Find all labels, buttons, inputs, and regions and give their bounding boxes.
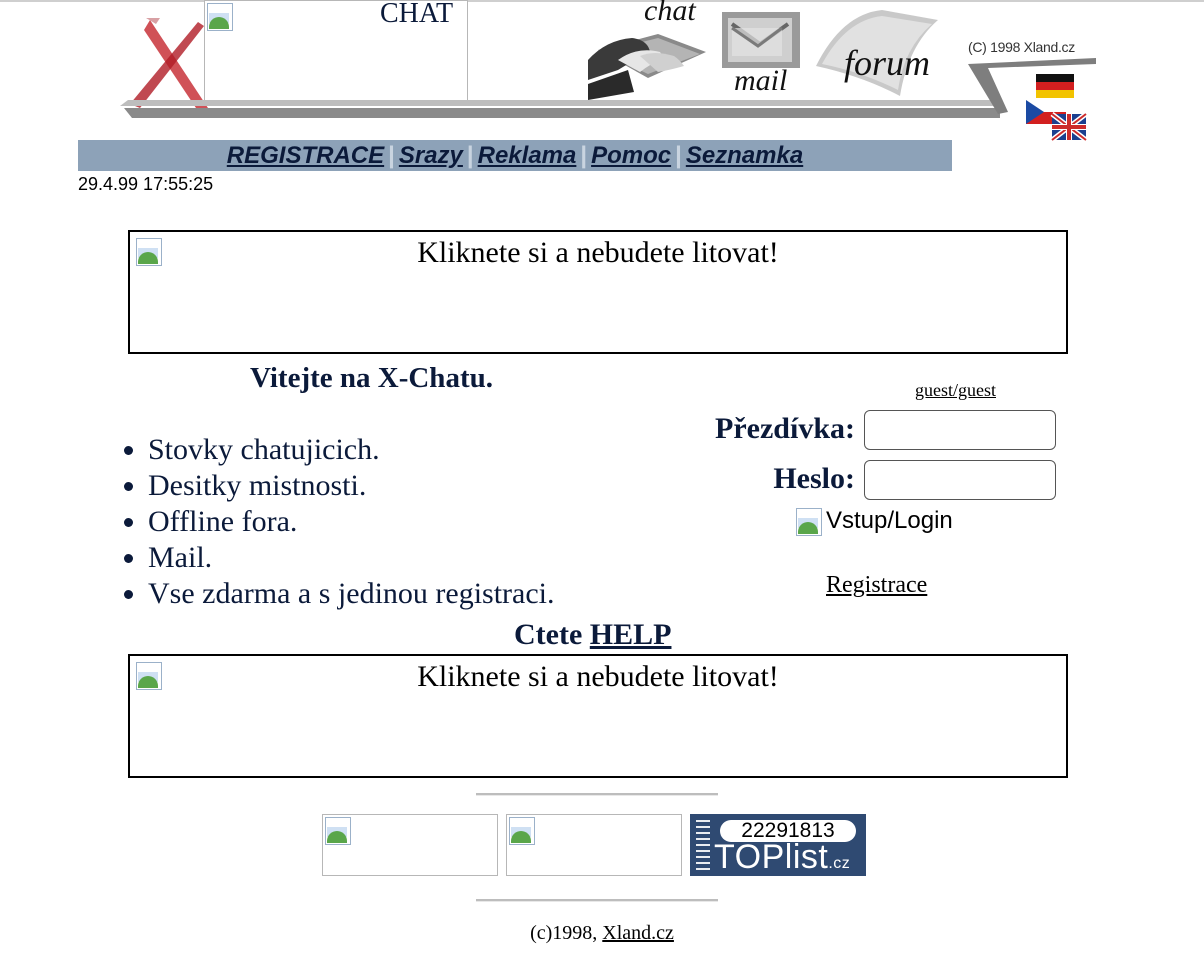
nav-forum-label: forum bbox=[844, 43, 931, 83]
nav-mail-graphic[interactable] bbox=[718, 8, 808, 100]
server-datetime: 29.4.99 17:55:25 bbox=[78, 174, 214, 194]
help-link[interactable]: HELP bbox=[589, 618, 672, 651]
header-underline-bar bbox=[120, 100, 1000, 118]
divider bbox=[476, 793, 718, 796]
nav-link-srazy[interactable]: Srazy bbox=[398, 142, 463, 169]
broken-image-icon bbox=[507, 815, 539, 847]
nav-link-reklama[interactable]: Reklama bbox=[477, 142, 577, 169]
ad-banner-top[interactable] bbox=[128, 230, 1068, 354]
broken-image-icon bbox=[323, 815, 355, 847]
broken-image-icon bbox=[794, 506, 826, 538]
nav-link-pomoc[interactable]: Pomoc bbox=[591, 142, 672, 169]
password-input[interactable] bbox=[864, 460, 1056, 500]
toplist-brand-name: TOPlist bbox=[714, 838, 829, 876]
toplist-brand-suffix: .cz bbox=[828, 855, 851, 872]
nav-chat-label: chat bbox=[644, 0, 696, 27]
spiral-icon bbox=[696, 820, 710, 870]
login-submit-button[interactable] bbox=[794, 506, 953, 538]
nav-link-seznamka[interactable]: Seznamka bbox=[685, 142, 804, 169]
nav-separator: | bbox=[580, 142, 588, 169]
ad-banner-text: Kliknete si a nebudete litovat! bbox=[417, 236, 779, 269]
footer-copyright: (c)1998, bbox=[530, 922, 603, 944]
list-item: • Stovky chatujicich. bbox=[148, 432, 555, 468]
nav-mail-label: mail bbox=[734, 64, 788, 97]
list-item: • Offline fora. bbox=[148, 504, 555, 540]
password-label: Heslo: bbox=[773, 462, 855, 495]
list-item: • Mail. bbox=[148, 540, 555, 576]
toplist-brand bbox=[714, 838, 850, 877]
ad-banner-bottom[interactable] bbox=[128, 654, 1068, 778]
nav-link-registrace[interactable]: REGISTRACE bbox=[226, 142, 385, 169]
toplist-counter-value: 22291813 bbox=[720, 820, 856, 842]
nav-chat-graphic[interactable] bbox=[588, 0, 708, 100]
footer-xland-link[interactable]: Xland.cz bbox=[602, 922, 674, 944]
ad-banner-text: Kliknete si a nebudete litovat! bbox=[417, 660, 779, 693]
nav-separator: | bbox=[388, 142, 395, 169]
toplist-counter-badge[interactable] bbox=[690, 814, 866, 876]
broken-image-icon bbox=[205, 1, 237, 33]
header-copyright: (C) 1998 Xland.cz bbox=[968, 39, 1075, 55]
footer bbox=[0, 922, 1204, 945]
feature-list bbox=[100, 432, 555, 612]
list-item: • Vse zdarma a s jedinou registraci. bbox=[148, 576, 555, 612]
nav-forum-graphic[interactable] bbox=[812, 6, 962, 100]
nickname-input[interactable] bbox=[864, 410, 1056, 450]
nav-separator: | bbox=[466, 142, 474, 169]
nav-separator: | bbox=[675, 142, 682, 169]
language-flags-icon[interactable] bbox=[1022, 72, 1090, 144]
counter-image-placeholder[interactable] bbox=[322, 814, 498, 876]
main-nav-bar bbox=[78, 140, 952, 171]
help-prefix: Ctete bbox=[514, 618, 583, 651]
welcome-heading: Vitejte na X-Chatu. bbox=[250, 362, 493, 394]
login-submit-label: Vstup/Login bbox=[826, 507, 953, 534]
divider bbox=[476, 899, 718, 902]
counter-image-placeholder[interactable] bbox=[506, 814, 682, 876]
chat-alt-text: CHAT bbox=[380, 0, 454, 29]
list-item: • Desitky mistnosti. bbox=[148, 468, 555, 504]
register-link[interactable]: Registrace bbox=[826, 572, 928, 598]
help-line bbox=[514, 618, 671, 652]
guest-credentials-link[interactable]: guest/guest bbox=[915, 380, 996, 400]
nickname-label: Přezdívka: bbox=[715, 412, 855, 445]
